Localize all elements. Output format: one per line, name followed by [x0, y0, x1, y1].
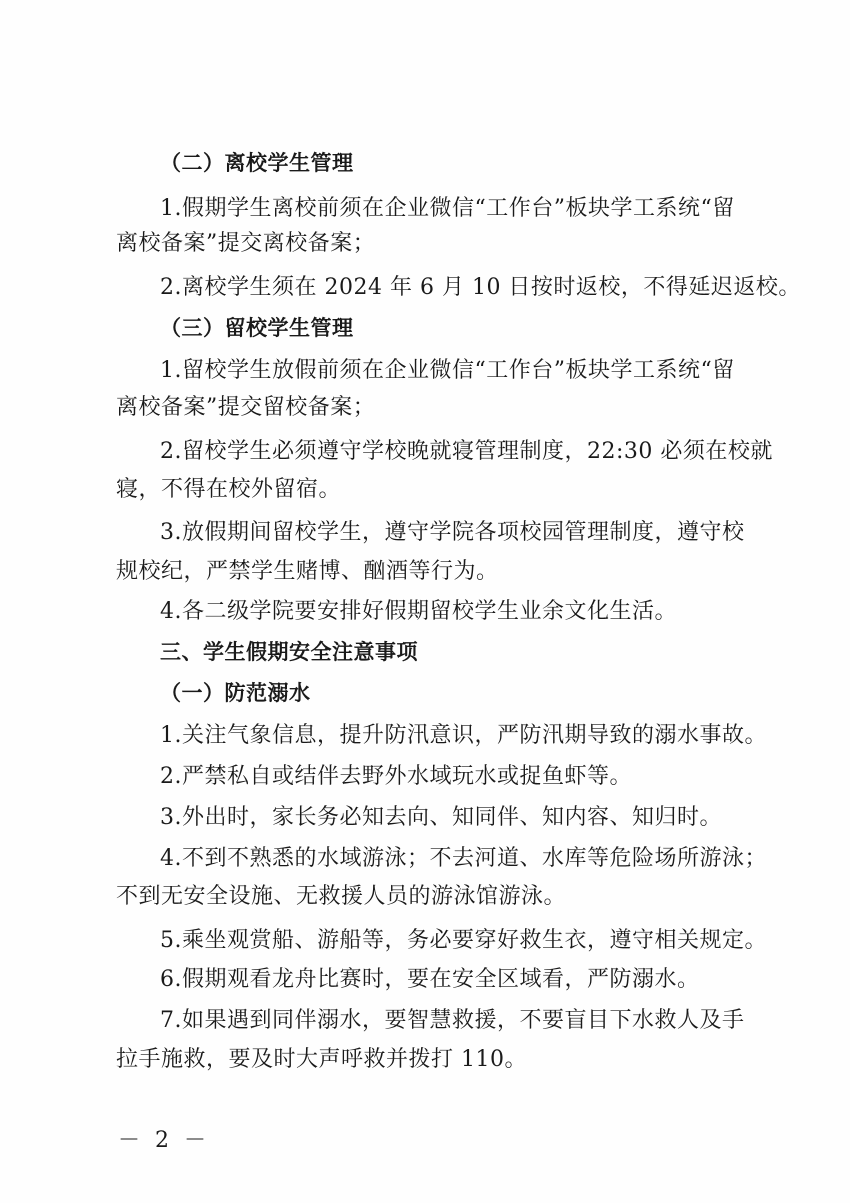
paragraph-drowning-7-line-2: 拉手施救，要及时大声呼救并拨打 110。: [116, 1047, 527, 1072]
paragraph-staying-3-line-1: 3.放假期间留校学生，遵守学院各项校园管理制度，遵守校: [160, 520, 745, 545]
paragraph-drowning-5: 5.乘坐观赏船、游船等，务必要穿好救生衣，遵守相关规定。: [160, 928, 767, 953]
heading-safety: 三、学生假期安全注意事项: [160, 640, 418, 664]
paragraph-leaving-2: 2.离校学生须在 2024 年 6 月 10 日按时返校，不得延迟返校。: [160, 275, 801, 300]
paragraph-drowning-2: 2.严禁私自或结伴去野外水域玩水或捉鱼虾等。: [160, 764, 632, 789]
paragraph-staying-2-line-2: 寝，不得在校外留宿。: [116, 477, 342, 502]
subheading-staying-school: （三）留校学生管理: [160, 316, 354, 340]
paragraph-drowning-6: 6.假期观看龙舟比赛时，要在安全区域看，严防溺水。: [160, 967, 700, 992]
paragraph-drowning-7-line-1: 7.如果遇到同伴溺水，要智慧救援，不要盲目下水救人及手: [160, 1008, 745, 1033]
paragraph-drowning-1: 1.关注气象信息，提升防汛意识，严防汛期导致的溺水事故。: [160, 723, 767, 748]
paragraph-staying-1-line-2: 离校备案”提交留校备案；: [116, 395, 376, 420]
paragraph-staying-2-line-1: 2.留校学生必须遵守学校晚就寝管理制度，22:30 必须在校就: [160, 439, 773, 464]
subheading-leaving-school: （二）离校学生管理: [160, 151, 354, 175]
paragraph-leaving-1-line-1: 1.假期学生离校前须在企业微信“工作台”板块学工系统“留: [160, 196, 735, 221]
page-number: － 2 －: [118, 1128, 210, 1153]
subheading-drowning: （一）防范溺水: [160, 681, 311, 705]
paragraph-leaving-1-line-2: 离校备案”提交离校备案；: [116, 231, 376, 256]
paragraph-staying-1-line-1: 1.留校学生放假前须在企业微信“工作台”板块学工系统“留: [160, 358, 735, 383]
paragraph-staying-4: 4.各二级学院要安排好假期留校学生业余文化生活。: [160, 599, 677, 624]
paragraph-drowning-4-line-1: 4.不到不熟悉的水域游泳；不去河道、水库等危险场所游泳；: [160, 846, 767, 871]
paragraph-staying-3-line-2: 规校纪，严禁学生赌博、酗酒等行为。: [116, 559, 499, 584]
paragraph-drowning-4-line-2: 不到无安全设施、无救援人员的游泳馆游泳。: [116, 884, 567, 909]
paragraph-drowning-3: 3.外出时，家长务必知去向、知同伴、知内容、知归时。: [160, 805, 722, 830]
